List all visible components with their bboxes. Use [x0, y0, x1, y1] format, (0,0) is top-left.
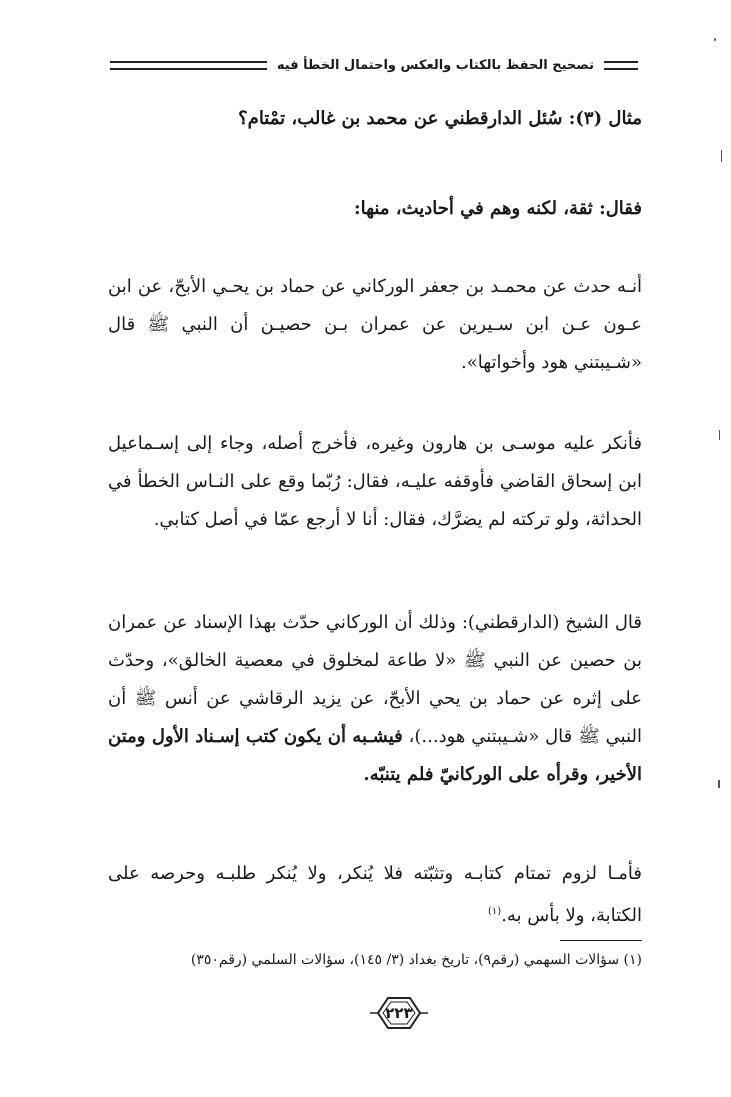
scan-speck [719, 430, 720, 440]
sheikh-paragraph-text: قال الشيخ (الدارقطني): وذلك أن الوركاني حدّث بهذا الإسناد عن عمران بن حصين عن النبي ﷺ «لا طاعة لمخلوق في معصية الخالق»، وحدّث على إثره عن حماد بن يحي الأبحّ، عن يزيد الرقاشي عن أنس ﷺ أن النبي ﷺ قال «شـيبتني هود...)، [108, 612, 642, 747]
answer-intro: فقال: ثقة، لكنه وهم في أحاديث، منها: [354, 198, 642, 219]
running-header [110, 52, 638, 78]
scan-speck [714, 38, 716, 41]
header-rule-left [110, 61, 267, 70]
denial-paragraph: فأنكر عليه موسـى بن هارون وغيره، فأخرج أصله، وجاء إلى إسـماعيل ابن إسحاق القاضي فأوقفه عليـه، فقال: رُبّما وقع على النـاس الخطأ في الحداثة، ولو تركته لم يضرَّك، فقال: أنا لا أرجع عمّا في أصل كتابي. [108, 433, 642, 530]
hadith-paragraph: أنـه حدث عن محمـد بن جعفر الوركاني عن حماد بن يحـي الأبحّ، عن ابن عـون عـن ابن سـيرين عن عمران بـن حصيـن أن النبي ﷺ قال «شـيبتني هود وأخواتها». [108, 276, 642, 373]
footnote-reference: (١) [488, 906, 502, 917]
sheikh-paragraph [108, 604, 642, 794]
example-heading: مثال (٣): سُئل الدارقطني عن محمد بن غالب، تمْتام؟ [238, 108, 642, 129]
header-rule-right [604, 61, 638, 70]
closing-paragraph [108, 855, 642, 935]
footnote: (١) سؤالات السهمي (رقم٩)، تاريخ بغداد (٣/ ١٤٥)، سؤالات السلمي (رقم٣٥٠) [190, 952, 642, 968]
page-number: ٢٢٣ [385, 1004, 413, 1022]
scan-speck [718, 780, 720, 788]
closing-paragraph-text: فأمـا لزوم تمتام كتابـه وتثبّته فلا يُنكر، ولا يُنكر طلبـه وحرصه على الكتابة، ولا بأس به. [108, 863, 642, 926]
sheikh-paragraph-bold: فيشـبه أن يكون كتب إسـناد الأول ومتن الأخير، وقرأه على الوركانيّ فلم يتنبّه. [108, 726, 642, 785]
running-header-title: تصحيح الحفظ بالكتاب والعكس واحتمال الخطأ فيه [276, 57, 594, 73]
footnote-divider [560, 940, 642, 941]
page-number-ornament [368, 995, 430, 1031]
scan-speck [721, 150, 722, 162]
